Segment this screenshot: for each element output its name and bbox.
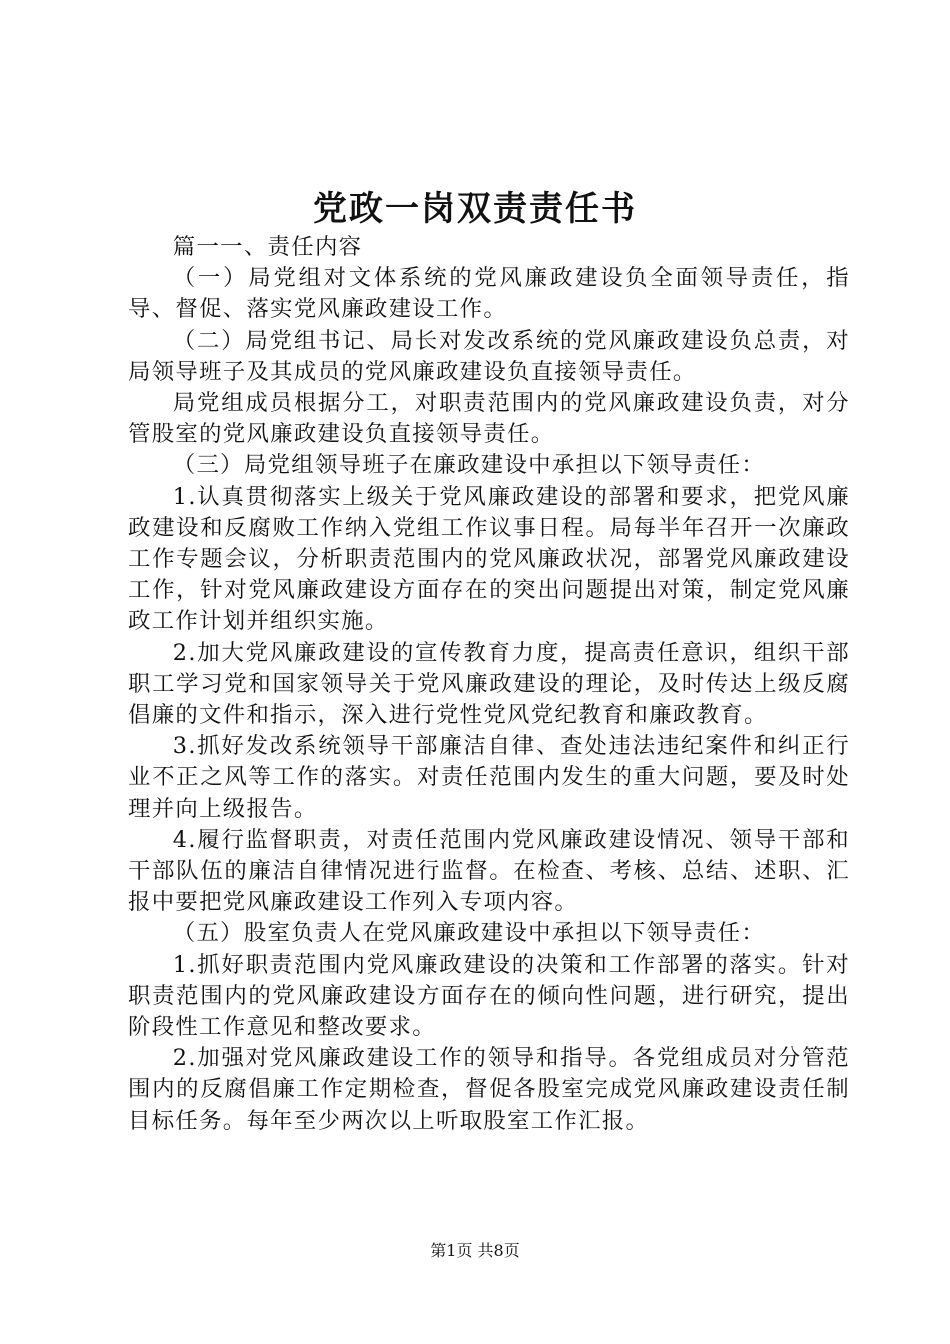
paragraph: 1.认真贯彻落实上级关于党风廉政建设的部署和要求，把党风廉政建设和反腐败工作纳入党组工作议事日程。局每半年召开一次廉政工作专题会议，分析职责范围内的党风廉政状况，部署党风廉政建设工作，针对党风廉政建设方面存在的突出问题提出对策，制定党风廉政工作计划并组织实施。 xyxy=(128,483,850,635)
paragraph: （二）局党组书记、局长对发改系统的党风廉政建设负总责，对局领导班子及其成员的党风廉政建设负直接领导责任。 xyxy=(128,327,850,385)
document-body xyxy=(128,232,850,1137)
paragraph: 2.加强对党风廉政建设工作的领导和指导。各党组成员对分管范围内的反腐倡廉工作定期检查，督促各股室完成党风廉政建设责任制目标任务。每年至少两次以上听取股室工作汇报。 xyxy=(128,1045,850,1134)
page-footer: 第1页 共8页 xyxy=(430,1241,520,1260)
paragraph: 4.履行监督职责，对责任范围内党风廉政建设情况、领导干部和干部队伍的廉洁自律情况进行监督。在检查、考核、总结、述职、汇报中要把党风廉政建设工作列入专项内容。 xyxy=(128,826,850,916)
paragraph: （三）局党组领导班子在廉政建设中承担以下领导责任： xyxy=(172,452,766,479)
paragraph: 3.抓好发改系统领导干部廉洁自律、查处违法违纪案件和纠正行业不正之风等工作的落实。对责任范围内发生的重大问题，要及时处理并向上级报告。 xyxy=(128,733,850,822)
document-title: 党政一岗双责责任书 xyxy=(313,189,637,229)
paragraph: 局党组成员根据分工，对职责范围内的党风廉政建设负责，对分管股室的党风廉政建设负直接领导责任。 xyxy=(128,390,850,448)
paragraph: （五）股室负责人在党风廉政建设中承担以下领导责任： xyxy=(172,920,766,947)
paragraph: 1.抓好职责范围内党风廉政建设的决策和工作部署的落实。针对职责范围内的党风廉政建设方面存在的倾向性问题，进行研究，提出阶段性工作意见和整改要求。 xyxy=(128,951,850,1041)
paragraph: 2.加大党风廉政建设的宣传教育力度，提高责任意识，组织干部职工学习党和国家领导关于党风廉政建设的理论，及时传达上级反腐倡廉的文件和指示，深入进行党性党风党纪教育和廉政教育。 xyxy=(128,639,850,729)
paragraph: （一）局党组对文体系统的党风廉政建设负全面领导责任，指导、督促、落实党风廉政建设工作。 xyxy=(128,265,850,323)
paragraph: 篇一一、责任内容 xyxy=(172,234,363,260)
